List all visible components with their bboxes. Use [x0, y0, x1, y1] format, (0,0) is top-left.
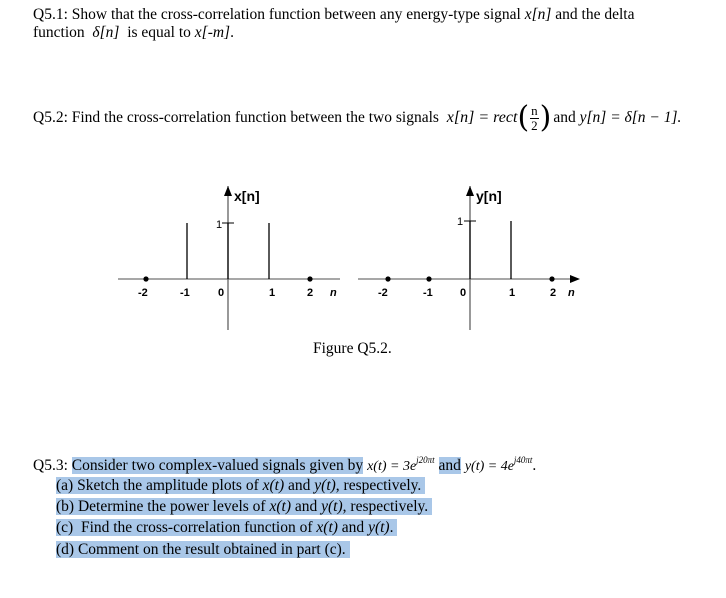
right-horizontal-arrow — [570, 275, 580, 283]
figure-q5-2 — [0, 180, 726, 330]
right-zero-sample-n-1 — [426, 276, 431, 281]
left-plot-label: x[n] — [234, 188, 260, 204]
right-tick-2: 2 — [550, 287, 557, 299]
q3-part-a — [56, 477, 425, 495]
part-c-v1: x(t) — [316, 519, 338, 536]
rect-denominator: 2 — [531, 117, 538, 133]
q3-and: and — [438, 457, 461, 474]
q3-part-b — [56, 498, 432, 516]
q2-and: and — [553, 109, 580, 126]
q2-x-def: x[n] = rect — [446, 109, 518, 126]
left-axis-var: n — [330, 287, 337, 299]
q3-x-exp: j20πt — [416, 455, 435, 465]
part-a-mid: and — [284, 477, 315, 494]
part-c-suffix: . — [389, 519, 394, 536]
q3-part-d — [56, 541, 350, 559]
question-5-1 — [33, 6, 634, 24]
left-tick-neg2: -2 — [138, 287, 148, 299]
rect-numerator: n — [531, 102, 538, 118]
part-a-v2: y(t) — [314, 477, 336, 494]
part-c-v2: y(t) — [368, 519, 390, 536]
part-a-v1: x(t) — [262, 477, 285, 494]
left-zero-sample-n-2 — [143, 276, 148, 281]
right-zero-sample-n-2 — [385, 276, 390, 281]
right-plot-label: y[n] — [476, 188, 502, 204]
left-tick-neg1: -1 — [180, 287, 190, 299]
q3-x-def: x(t) = 3e — [367, 459, 417, 474]
q1-text-d: is equal to — [119, 24, 195, 41]
left-tick-0: 0 — [218, 287, 225, 299]
q3-part-c — [56, 519, 397, 537]
q1-text-b: and the delta — [551, 6, 635, 23]
q2-label: Q5.2: — [33, 109, 68, 126]
part-c-mid: and — [337, 519, 369, 536]
q3-y-exp: j40πt — [513, 455, 533, 465]
part-b-suffix: , respectively. — [342, 498, 429, 515]
q3-y-def: y(t) = 4e — [464, 459, 514, 474]
question-5-3 — [33, 451, 536, 476]
left-vertical-arrow — [224, 186, 232, 196]
right-vertical-arrow — [466, 186, 474, 196]
left-amplitude-label: 1 — [216, 219, 223, 231]
figure-caption: Figure Q5.2. — [313, 340, 392, 357]
left-tick-1: 1 — [269, 287, 276, 299]
q1-text-e: . — [230, 24, 234, 41]
q1-x-minus-m: x[-m] — [194, 24, 231, 41]
q1-label: Q5.1: — [33, 6, 68, 23]
q1-text-a: Show that the cross-correlation function between any energy-type signal — [67, 6, 525, 23]
left-plot — [118, 186, 340, 330]
part-a-suffix: , respectively. — [335, 477, 422, 494]
q3-intro: Consider two complex-valued signals given by — [71, 457, 364, 474]
right-amplitude-label: 1 — [457, 216, 464, 228]
q2-text: Find the cross-correlation function between the two signals — [67, 109, 443, 126]
q1-text-c: function — [33, 24, 93, 41]
right-tick-0: 0 — [460, 287, 467, 299]
rect-fraction — [530, 104, 539, 133]
right-plot — [358, 186, 580, 330]
q2-y-def: y[n] = δ[n − 1]. — [579, 109, 682, 126]
q3-end: . — [532, 457, 537, 474]
q3-label: Q5.3: — [33, 457, 68, 474]
right-tick-neg2: -2 — [378, 287, 388, 299]
part-b-prefix: (b) Determine the power levels of — [56, 498, 270, 515]
part-c-prefix: (c) Find the cross-correlation function of — [56, 519, 317, 536]
part-d-prefix: (d) Comment on the result obtained in part (c). — [56, 541, 346, 558]
q1-xn: x[n] — [524, 6, 552, 23]
part-a-prefix: (a) Sketch the amplitude plots of — [56, 477, 263, 494]
left-tick-2: 2 — [307, 287, 314, 299]
question-5-1-line2 — [33, 24, 234, 42]
question-5-2: Q5.2: Find the cross-correlation function between the two signals x[n] = rect ( $\frac{n}{2}$ ) and y[n] = δ[n − 1]. — [33, 100, 682, 135]
right-axis-var: n — [568, 287, 575, 299]
part-b-v1: x(t) — [269, 498, 291, 515]
right-zero-sample-n2 — [549, 276, 554, 281]
right-tick-1: 1 — [509, 287, 516, 299]
part-b-mid: and — [291, 498, 322, 515]
part-b-v2: y(t) — [321, 498, 343, 515]
q1-delta: δ[n] — [92, 24, 120, 41]
left-zero-sample-n2 — [307, 276, 312, 281]
right-tick-neg1: -1 — [423, 287, 433, 299]
